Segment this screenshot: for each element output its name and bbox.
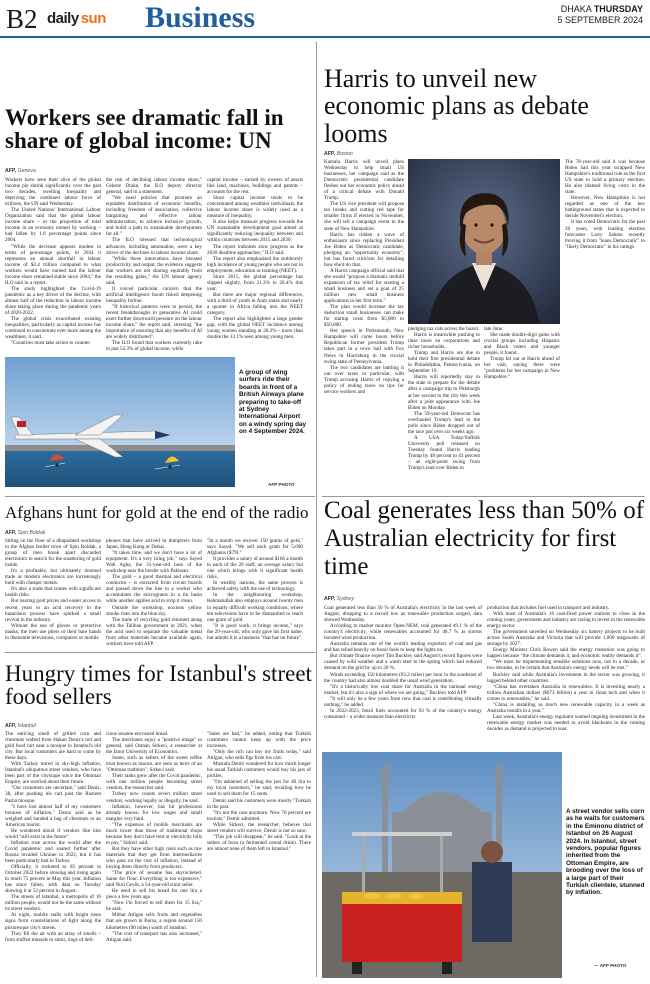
paragraph: Turkey now counts seven million street vendors, working legally or illegally, he said. [106,791,202,804]
paragraph: It's also a trade that comes with significant health risks. [5,586,101,599]
paragraph: "If historical patterns were to persist, the recent breakthroughs in generative AI could exert further downward pressure on the labour income share," the report said, stressing "the importance of ensuring that any benefits of AI are widely distributed". [106,303,202,341]
paragraph: "China is installing as much new renewable capacity in a week as Australia installs in a year." [487,701,645,714]
page-number: B2 [6,4,38,34]
paragraph: Last week, Australia's energy regulator warned ongoing investment in the renewable energy market was needed to avoid blackouts in the coming decades as demand is projected to soar. [487,713,645,732]
istanbul-photo-caption: A street vendor sells corn as he waits for customers in the Eminonu district of Istanbul on 26 August 2024. In Istanbul, street vendors, popular figures inherited from the Ottoman Empire, are brooding over the loss of a large part of their Turkish clientele, stunned by inflation. [566,808,645,897]
un-dateline: Geneva [17,168,36,174]
paragraph: The enticing smell of grilled corn and chestnuts wafted from Hakan Deniz's red and gold food cart near a mosque in Istanbul's old city. But local customers are hard to come by these days. [5,731,101,762]
airport-photo-image [5,357,235,487]
paragraph: The ILO found that workers currently rake in just 52.3% of global income, while [106,340,202,353]
harris-agency: AFP, [324,151,336,157]
istanbul-col-2 [106,731,202,977]
paragraph: But there are major regional differences, with a third of youth in Arab states and nearly a quarter in Africa falling into the NEET category. [207,291,303,317]
paragraph: Mithat Atilgan sells fruits and vegetables that are grown in Bursa, a region around 150 kilometres (90 miles) south of Istanbul. [106,912,202,931]
paragraph: The two candidates are battling it out over taxes in particular, with Trump accusing Harris of copying a policy of ending taxes on tips for service workers and [324,364,404,395]
paragraph: Without the use of gloves or protective masks, the men use pliers or their bare hands to dismantle televisions, computers or mobile [5,622,101,641]
coal-agency: AFP, [324,596,336,602]
paragraph: Harris is meanwhile pushing to raise taxes on corporations and richer households. [408,332,480,351]
istanbul-headline: Hungry times for Istanbul's street food sellers [5,661,312,710]
istanbul-photo-credit: — AFP PHOTO [594,963,627,968]
paragraph: She made double-digit gains with crucial groups including Hispanic and Black voters and younger people, it found. [484,332,560,357]
brand-daily: daily [47,9,79,27]
paragraph: production that includes fuel used in transport and industry. [487,605,610,611]
paragraph: The report also emphasised the stubbornly high incidence of young people who are not in employment, education or training (NEET). [207,255,303,274]
paragraph: Their ranks grew after the Covid pandemic, with one million people becoming street vendors, the researcher said. [106,773,202,792]
paragraph: Coal generated less than 50 % of Australia's electricity in the last week of August, dropping to a record low as renewable production surged, data showed Wednesday. [324,605,482,624]
coal-col-2 [487,605,645,745]
istanbul-byline [5,723,36,729]
istanbul-photo [322,752,562,978]
paragraph: It also helps measure progress towards the UN sustainable development goal aimed at significantly reducing inequality between and within countries between 2015 and 2030. [207,219,303,244]
paragraph: The report also highlighted a large gender gap, with the global NEET incidence among young women standing at 28.2% - more than double the 13.1% seen among young men. [207,316,303,341]
istanbul-photo-image [322,752,562,978]
brand-sun: sun [80,9,106,27]
afghan-col-2 [106,538,202,646]
issue-city: DHAKA [560,4,592,14]
afghan-agency: AFP, [5,530,17,536]
issue-date [557,4,643,26]
paragraph: Buckley said while Australia's investment in the sector was growing, it lagged behind other countries. [487,671,645,684]
paragraph: With most of Australia's 16 coal-fired power stations to close in the coming years, government and industry are racing to invest in the renewable energy sector. [487,611,645,630]
paragraph: The plan would increase the tax deduction small businesses can make for startup costs from $5,000 to $50,000. [324,304,404,329]
paragraph: "Only the rich can buy my fruits today," said Atilgan, who sells figs from his cart. [207,749,311,762]
paragraph: Harris has ridden a wave of enthusiasm since replacing President Joe Biden as Democratic candidate, pledging an "opportunity economy", but has faced criticism for detailing how she'd do that. [324,231,404,268]
paragraph: Officially, it rocketed to 85 percent in October 2022 before slowing and rising again to reach 75 percent in May this year. Inflation has since fallen, with data on Tuesday showing it at 52 percent in August. [5,864,101,895]
coal-byline [324,596,354,602]
paragraph: "The expenses of mobile merchants are much lower than those of traditional shops because they don't have rent or electricity bills to pay," Sirkeci said. [106,821,202,846]
paragraph: "While the decrease appears modest in terms of percentage points, in 2024 it represents an annual shortfall in labour income of $2.4 trillion compared to what workers would have earned had the labour income share remained stable since 2004," the ILO said in a report. [5,243,101,286]
paragraph: Demir said his customers were mostly "Turkish in the past. [207,797,311,810]
paragraph: It has voted Democratic for the past 20 years, with leading election forecaster Larry Sabato recently moving it from "leans Democratic" to "likely Democratic" in his ratings. [565,219,645,250]
paragraph: A USA Today/Suffolk University poll released on Tuesday found Harris leading Trump by 48 percent to 43 percent – an eight-point swing from Trump's lead over Biden in [408,434,480,472]
paragraph: the risk of declining labour income share," Celeste Drake, the ILO deputy director general, said in a statement. [106,177,202,196]
harris-photo [408,159,560,324]
paragraph: At night, mobile stalls with bright neon signs form constellations of light along the picturesque city's streets. [5,912,101,931]
harris-col-3a [484,326,560,490]
istanbul-dateline: Istanbul [17,723,36,729]
paragraph: According to market monitor Open-NEM, coal generated 49.1 % of the country's electricity, while renewables accounted for 46.7 % as storms boosted wind production. [324,623,482,642]
paragraph: It voiced particular concern that the artificial intelligence boom risked deepening inequality further. [106,285,202,304]
paragraph: "It takes time, and we don't have a lot of equipment. It's a very tiring job," says Sayed Wali Agha, the 31-year-old boss of the workshop near the border with Pakistan. [106,550,202,575]
paragraph: Her speech in Portsmouth, New Hampshire will come hours before Republican former president Trump takes part in a town hall with Fox News in Harrisburg in the crucial swing state of Pennsylvania. [324,328,404,365]
coal-col-1 [324,605,482,745]
paragraph: They fill the air with an array of smells – from stuffed mussels to simit, rings of deli- [5,930,101,943]
issue-full-date: 5 SEPTEMBER 2024 [557,15,643,25]
harris-col-1 [324,159,404,489]
un-col-3 [207,177,303,355]
divider [5,652,315,653]
paragraph: late June. [484,326,504,332]
paragraph: With Turkey mired in sky-high inflation, Istanbul's ubiquitous street vendors, who have been part of the cityscape since the Ottoman Empire, are worried about their future. [5,761,101,786]
paragraph: "While these innovations have boosted productivity and output, the evidence suggests that workers are not sharing equitably from the resulting gains," the UN labour agency said. [106,255,202,286]
paragraph: pledging tax cuts across the board. [408,326,480,332]
paragraph: "It's not the case anymore. Now 70 percent are tourists," Demir admitted. [207,809,311,822]
coal-headline: Coal generates less than 50% of Australian electricity for first time [324,497,645,580]
paragraph: In 2022-2023, fossil fuels accounted for 93 % of the country's energy consumed – a wider measure than electricity [324,707,482,720]
paragraph: Inflation rose across the world after the Covid pandemic and soared further after Russia invaded Ukraine in 2022, but it has been particularly bad in Turkey. [5,839,101,864]
afghan-col-1 [5,538,101,646]
paragraph: But they have other high costs such as raw materials that they get from intermediaries who pass on the cost of inflation, instead of buying them directly from producers. [106,845,202,871]
paragraph: The streets of Istanbul, a metropolis of 16 million people, would not be the same without its street vendors. [5,894,101,913]
paragraph: The trade of recycling gold returned along with the Taliban government in 2021, when the acid used to separate the valuable metal from other materials became available again, workers have told AFP. [106,616,202,646]
paragraph: "We need policies that promote an equitable distribution of economic benefits, including freedom of association, collective bargaining and effective labour administration, to achieve inclusive growth, and build a path to sustainable development for all." [106,195,202,238]
paragraph: Workers have seen their slice of the global income pie shrink significantly over the past two decades, swelling inequality and depriving the combined labour force of trillions, the UN said Wednesday. [5,177,101,208]
paragraph: "This job will disappear," he said. "Look at the sellers of boza (a fermented cereal drink). There are almost none of them left in Istanbul." [207,833,311,852]
paragraph: Trump and Harris are due to hold their first presidential debate in Philadelphia, Pennsylvania, on September 10. [408,350,480,375]
airport-photo-caption: A group of wing surfers ride their boards in front of a British Airways plane preparing to take-off at Sydney International Airport on a windy spring day on 4 September 2024. [239,369,307,436]
un-agency: AFP, [5,168,17,174]
issue-weekday: THURSDAY [593,4,643,14]
paragraph: Some, such as sellers of the sweet toffee treat known as macun, are seen as heirs of an "Ottoman tradition", Sirkeci said. [106,755,202,774]
paragraph: "Sales are bad," he added, noting that Turkish customers cannot keep up with the price increases. [207,731,311,750]
paragraph: cious sesame-encrusted bread. [106,731,169,737]
paragraph: Mustafa Demir wondered for how much longer his usual Turkish customers would buy his jars of pickles. [207,761,311,780]
afghan-col-3 [207,538,303,646]
paragraph: The 59-year-old Democrat has overhauled Trump's lead in the polls since Biden dropped out of the race just over six weeks ago. [408,410,480,435]
paragraph: But climate finance expert Tim Buckley said August's record figures were caused by wild weather and a warm start to the spring which had reduced demand on the grid by up to 20 %. [324,653,482,672]
paragraph: A Harris campaign official said that she would "propose a dramatic tenfold expansion of tax relief for starting a small business and set a goal of 25 million new small business applications in her first term." [324,267,404,305]
paragraph: The government unveiled on Wednesday six battery projects to be built across South Australia and Victoria that will provide 1,000 megawatts of storage by 2027. [487,629,645,648]
paragraph: "I have lost almost half of my customers because of inflation," Deniz said as he weighed and handed a bag of chestnuts to an American tourist. [5,803,101,828]
paragraph: Energy Minister Chris Bowen said the energy transition was going to happen because "the climate demands it, and economic reality demands it". [487,647,645,660]
paragraph: Sitting on the floor of a dilapidated workshop in the Afghan border town of Spin Boldak, a group of men break apart discarded electronics to search for the smattering of gold inside. [5,538,101,569]
paragraph: "Countries must take action to counter [11,340,91,347]
istanbul-agency: AFP, [5,723,17,729]
airport-photo [5,357,235,487]
istanbul-col-1 [5,731,101,977]
masthead-rule [0,36,650,38]
paragraph: The ILO stressed that technological advances, including automation, were a key driver of the declines in labour income share. [106,237,202,256]
paragraph: "It is good work, it brings income," says the 29-year-old, who only gave his first name, but admits it is a business "that has no future". [207,622,303,641]
harris-dateline: Boston [336,151,353,157]
paragraph: It's a profitable, but ultimately doomed trade as modern electronics are increasingly built with cheaper metals. [5,568,101,587]
istanbul-col-3 [207,731,311,977]
paragraph: "We must be implementing sensible solutions now, not in a decade, or two decades, to be certain that Australia's energy needs will be met." [487,659,645,672]
harris-col-4 [565,159,645,489]
harris-photo-image [408,159,560,324]
section-title: Business [145,1,256,34]
paragraph: Trump hit out at Harris ahead of her visit, saying there were "problems for her campaign in New Hampshire." [484,356,560,381]
paragraph: In the neighbouring workshop, Rahmatullah also employs around twenty men in equally difficult working conditions, where ten televisions have to be dismantled to reach one gram of gold. [207,592,303,623]
harris-headline: Harris to unveil new economic plans as debate looms [324,64,589,148]
paragraph: Harris will reportedly stay in the state to prepare for the debate after a campaign trip to Pittsburgh at her second to the city this week after a joint appearance with Joe Biden on Monday. [408,374,480,411]
paragraph: It provides a salary of around $166 a month to each of the 20 staff, an average salary but one which brings with it significant health risks. [207,556,303,581]
paragraph: Since capital income tends to be concentrated among wealthier individuals, the labour income share is widely used as a measure of inequality. [207,195,303,220]
column-divider [316,42,317,977]
paragraph: "China has overtaken Australia in renewables. It is investing nearly a trillion Australian dollars ($673 billion) a year in clean tech and when it comes to renewables," he said. [487,683,645,702]
paragraph: "Our customers are uncertain," said Deniz, 38, after pushing his cart past the Rustem Pasha mosque. [5,785,101,804]
un-col-2 [106,177,202,355]
paragraph: Since 2015, the global percentage has slipped slightly, from 21.3% to 20.4% this year. [207,273,303,292]
divider [5,496,315,497]
paragraph: The US vice president will propose tax breaks and cutting red tape for smaller firms if elected in November, she will tell a campaign event in the state of New Hampshire. [324,201,404,232]
paragraph: phones that have arrived in dumptrers from Japan, Hong Kong or Dubai. [106,538,202,551]
paragraph: The study highlighted the Covid-19 pandemic as a key driver of the decline, with almost half of the reduction in labour income share taking place during the pandemic years of 2020-2022. [5,285,101,317]
paragraph: While Sirkeci, the researcher, believes that street vendors will survive, Demir is not so sure. [207,821,311,834]
paragraph: "In a month we recover 150 grams of gold," says Sayed. "We sell each gram for 5,600 Afghanis ($79)." [207,538,303,557]
paragraph: "The price of sesame has skyrocketed. Same for flour. Everything is too expensive," said Nuri Geyik, a 54-year-old simit seller. [106,870,202,889]
airport-photo-credit: AFP PHOTO [268,482,295,487]
afghan-byline [5,530,45,536]
paragraph: "It's a historically low coal share for Australia in the national energy market, but it's also a sign of where we are going," Buckley told AFP. [324,683,482,696]
paragraph: In wealthy nations, the same process is achieved safely with the use of technology. [207,580,303,593]
paragraph: The United Nations' International Labour Organization said that the global labour income share – or the proportion of total income in an economy earned by working – had fallen by 1.6 percentage points since 2004. [5,207,101,244]
paragraph: The global crisis exacerbated existing inequalities, particularly as capital income has continued to concentrate ever more among the wealthiest, it said. [5,316,101,341]
paragraph: "The cost of transport has also increased," Atilgan said. [106,930,202,943]
harris-byline [324,151,353,157]
paragraph: "I'm ashamed of selling the jars for 40 lira to my loyal customers," he said, recalling how he used to sell them for 15 cents. [207,779,311,798]
harris-col-2 [408,326,480,490]
paragraph: "It will only be a few years from now that coal is contributing virtually nothing," he added. [324,695,482,708]
un-headline: Workers see dramatic fall in share of global income: UN [5,105,284,154]
paragraph: But soaring gold prices and easier access to recent years to an acid recovery in the hazardous process have sparked a small revival in the industry. [5,598,101,623]
un-col-1 [5,177,101,355]
paragraph: However, New Hampshire is not regarded as one of the key battleground states that is expected to decide November's election. [565,195,645,220]
coal-dateline: Sydney [336,596,354,602]
paragraph: The report indicates slow progress as the 2030 deadline approaches," ILO said. [207,243,303,256]
paragraph: Kamala Harris will unveil plans Wednesday to help small US businesses, her campaign said as the Democratic presidential candidate fleshes out her economic policy ahead of a critical debate with Donald Trump. [324,159,404,202]
paragraph: The 78-year-old said it was because Biden had this year scrapped New Hampshire's traditional role as the first US state to hold a primary election. He also blamed living costs in the state. [565,159,645,196]
paragraph: The merchants enjoy a "positive image" in general, said Osman Sirkeci, a researcher at the Izmir University of Economics. [106,737,202,756]
paragraph: He wondered aloud if vendors like him would "still exist in the future". [5,827,101,840]
paragraph: capital income – earned by owners of assets like land, machines, buildings and patents – accounts for the rest. [207,177,303,196]
brand-logo [47,7,131,29]
afghan-headline: Afghans hunt for gold at the end of the radio [5,503,309,522]
paragraph: Inflation, however, has hit professions already known for low wages and small margins very hard. [106,803,202,822]
paragraph: Winds exceeding 150 kilometres (93.2 miles) per hour in the southeast of the country had also almost doubled the usual wind generation. [324,671,482,684]
paragraph: "Now I'm forced to sell them for 15 lira," he said. [106,900,202,913]
paragraph: Australia remains one of the world's leading exporters of coal and gas and has relied heavily on fossil fuels to keep the lights on. [324,641,482,654]
un-byline [5,168,36,174]
paragraph: He used to sell his bread for one lira a piece a few years ago. [106,888,202,901]
paragraph: The gold – a good thermal and electrical conductor – is extracted from circuit boards and passed down the line to a worker who accumulates the micrograms in a tin basin while another applies acid to strip it clean. [106,574,202,605]
afghan-dateline: Spin Boldak [17,530,46,536]
paragraph: Outside the workshop, noxious yellow smoke rises into the blue sky. [106,604,202,617]
